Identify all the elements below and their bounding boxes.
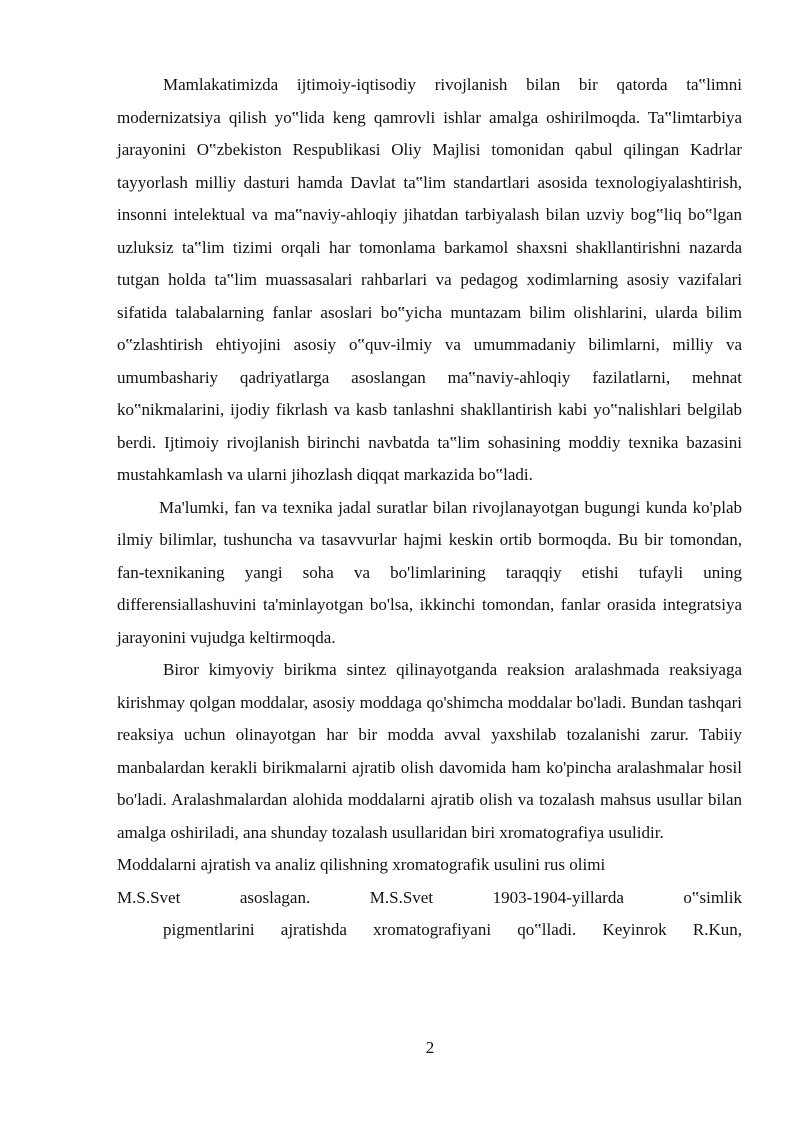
paragraph-chemical-synthesis: Biror kimyoviy birikma sintez qilinayotganda reaksion aralashmada reaksiyaga kirishmay qolgan moddalar, asosiy moddaga qo'shimcha moddalar bo'ladi. Bundan tashqari reaksiya uchun olinayotgan har bir modda avval yaxshilab tozalanishi zarur. Tabiiy manbalardan kerakli birikmalarni ajratib olish davomida ham ko'pincha aralashmalar hosil bo'ladi. Aralashmalardan alohida moddalarni ajratib olish va tozalash mahsus usullar bilan amalga oshiriladi, ana shunday tozalash usullaridan biri xromatografiya usulidir. xyxy=(117,660,742,842)
line-chromatography-intro: Moddalarni ajratish va analiz qilishning xromatografik usulini rus olimi xyxy=(117,855,606,874)
line-pigments: pigmentlarini ajratishda xromatografiyani qo‟lladi. Keyinrok R.Kun, xyxy=(163,920,742,939)
body-text xyxy=(117,69,742,947)
line-svet: M.S.Svet asoslagan. M.S.Svet 1903-1904-yillarda o‟simlik xyxy=(117,887,742,907)
page-number: 2 xyxy=(425,1038,435,1057)
paragraph-science-development: Ma'lumki, fan va texnika jadal suratlar bilan rivojlanayotgan bugungi kunda ko'plab ilmiy bilimlar, tushuncha va tasavvurlar hajmi keskin ortib bormoqda. Bu bir tomondan, fan-texnikaning yangi soha va bo'limlarining taraqqiy etishi tufayli uning differensiallashuvini ta'minlayotgan bo'lsa, ikkinchi tomondan, fanlar orasida integratsiya jarayonini vujudga keltirmoqda. xyxy=(117,497,742,647)
paragraph-education-modernization: Mamlakatimizda ijtimoiy-iqtisodiy rivojlanish bilan bir qatorda ta‟limni modernizatsiya qilish yo‟lida keng qamrovli ishlar amalga oshirilmoqda. Ta‟limtarbiya jarayonini O‟zbekiston Respublikasi Oliy Majlisi tomonidan qabul qilingan Kadrlar tayyorlash milliy dasturi hamda Davlat ta‟lim standartlari asosida texnologiyalashtirish, insonni intelektual va ma‟naviy-ahloqiy jihatdan tarbiyalash bilan uzviy bog‟liq bo‟lgan uzluksiz ta‟lim tizimi orqali har tomonlama barkamol shaxsni shakllantirishni nazarda tutgan holda ta‟lim muassasalari rahbarlari va pedagog xodimlarning asosiy vazifalari sifatida talabalarning fanlar asoslari bo‟yicha muntazam bilim olishlarini, ularda bilim o‟zlashtirish ehtiyojini asosiy o‟quv-ilmiy va umummadaniy bilimlarni, milliy va umumbashariy qadriyatlarga asoslangan ma‟naviy-ahloqiy fazilatlarni, mehnat ko‟nikmalarini, ijodiy fikrlash va kasb tanlashni shakllantirish kabi yo‟nalishlari belgilab berdi. Ijtimoiy rivojlanish birinchi navbatda ta‟lim sohasining moddiy texnika bazasini mustahkamlash va ularni jihozlash diqqat markazida bo‟ladi. xyxy=(117,75,742,484)
